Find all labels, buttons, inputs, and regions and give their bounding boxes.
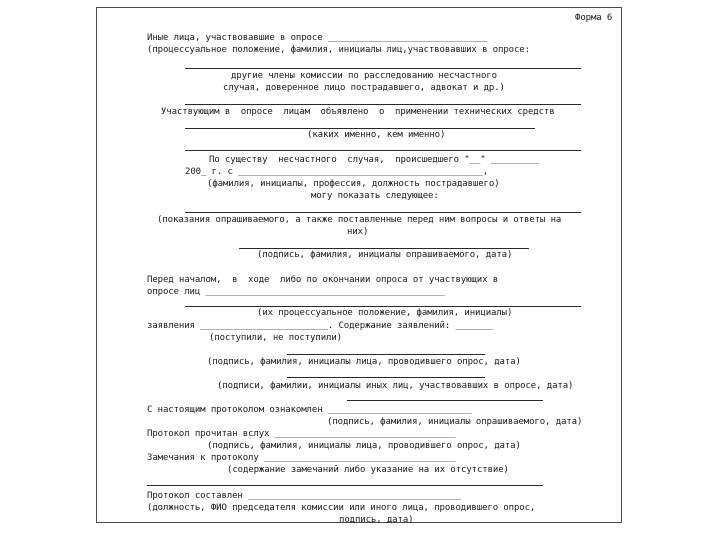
blank-line[interactable] [185, 104, 581, 105]
blank-line[interactable] [185, 212, 581, 213]
blank-line[interactable] [185, 128, 535, 129]
blank-line[interactable] [185, 306, 581, 307]
form-line: них) [347, 227, 369, 237]
form-line: С настоящим протоколом ознакомлен ___________________________ [147, 405, 472, 415]
form-line: По существу несчастного случая, происшедшего "__" _________ [209, 155, 539, 165]
form-line: (фамилия, инициалы, профессия, должность пострадавшего) [207, 179, 500, 189]
form-line: другие члены комиссии по расследованию несчастного [231, 71, 497, 81]
form-line: (каких именно, кем именно) [307, 130, 446, 140]
form-line: Иные лица, участвовавшие в опросе ______________________________ [147, 33, 488, 43]
form-line: (подпись, фамилия, инициалы опрашиваемого, дата) [257, 250, 513, 260]
form-label: Форма 6 [575, 13, 613, 23]
blank-line[interactable] [347, 400, 543, 401]
form-line: (их процессуальное положение, фамилия, инициалы) [257, 308, 513, 318]
form-line: Замечания к протоколу ____________________________________ [147, 453, 456, 463]
form-line: (должность, ФИО председателя комиссии или иного лица, проводившего опрос, [147, 503, 536, 513]
form-line: (содержание замечаний либо указание на их отсутствие) [227, 465, 509, 475]
form-line: заявления ________________________. Содержание заявлений: _______ [147, 321, 493, 331]
form-line: подпись, дата) [339, 515, 414, 525]
form-line: 200_ г. с ______________________________________________, [185, 167, 489, 177]
form-line: могу показать следующее: [311, 191, 439, 201]
form-line: (процессуальное положение, фамилия, инициалы лиц,участвовавших в опросе: [147, 45, 530, 55]
form-line: Участвующим в опросе лицам объявлено о применении технических средств [161, 107, 555, 117]
blank-line[interactable] [185, 68, 581, 69]
blank-line[interactable] [185, 150, 581, 151]
form-line: (поступили, не поступили) [209, 333, 342, 343]
form-line: (подпись, фамилия, инициалы лица, проводившего опрос, дата) [207, 441, 521, 451]
blank-line[interactable] [287, 354, 485, 355]
form-line: опросе лиц _____________________________________________ [147, 287, 445, 297]
form-line: Протокол прочитан вслух __________________________________ [147, 429, 456, 439]
form-line: (подпись, фамилия, инициалы лица, проводившего опрос, дата) [207, 357, 521, 367]
blank-line[interactable] [147, 485, 543, 486]
form-line: Протокол составлен ________________________________________ [147, 491, 461, 501]
blank-line[interactable] [239, 248, 529, 249]
form-page [96, 7, 622, 523]
form-line: Перед началом, в ходе либо по окончании опроса от участвующих в [147, 275, 499, 285]
form-line: (показания опрашиваемого, а также поставленные перед ним вопросы и ответы на [157, 215, 562, 225]
blank-line[interactable] [287, 377, 485, 378]
form-line: (подпись, фамилия, инициалы опрашиваемого, дата) [327, 417, 583, 427]
form-line: (подписи, фамилии, инициалы иных лиц, участвовавших в опросе, дата) [217, 381, 574, 391]
form-line: случая, доверенное лицо пострадавшего, адвокат и др.) [223, 83, 505, 93]
